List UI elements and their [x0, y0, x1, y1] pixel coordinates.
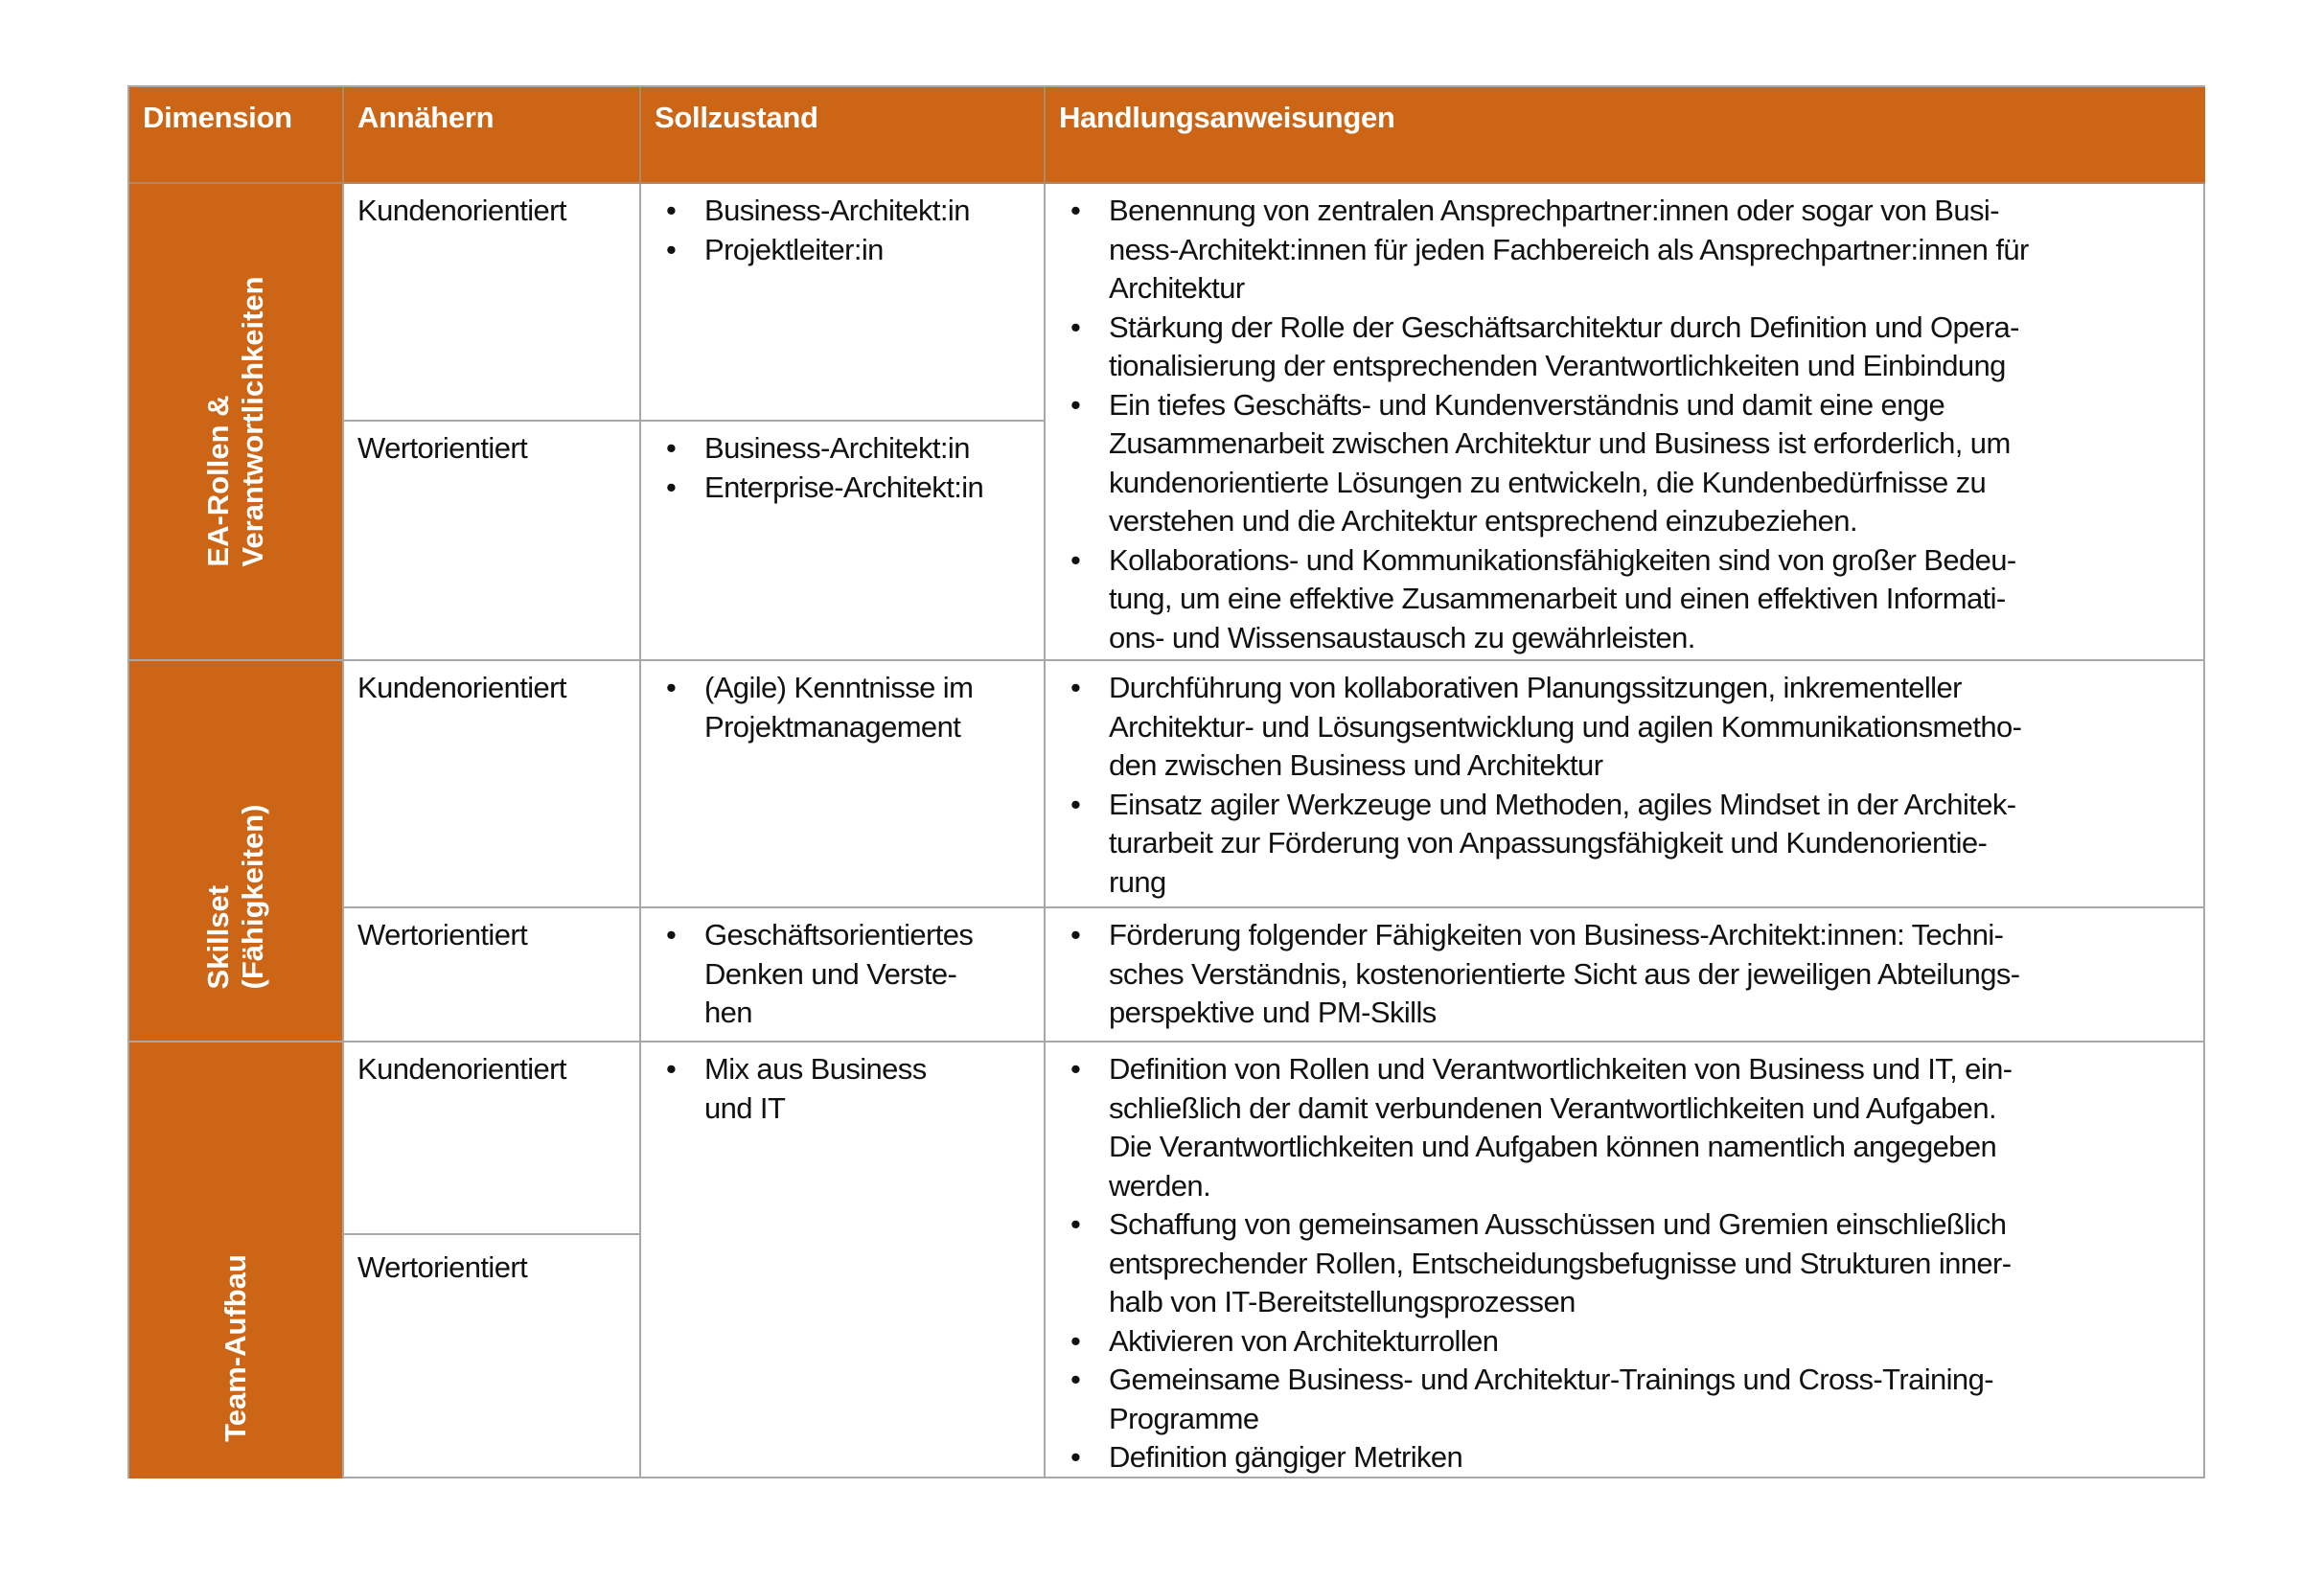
list-item-line: • Geschäftsorientiertes [704, 918, 974, 951]
list-item-line: ons- und Wissensaustausch zu gewährleisten. [1109, 620, 1695, 654]
dimension-label-line: Skillset [201, 884, 235, 989]
list-item-line: werden. [1109, 1168, 1211, 1203]
list-item-line: halb von IT-Bereitstellungsprozessen [1109, 1285, 1576, 1318]
sollzustand-cell [641, 908, 1046, 1043]
dimension-label-line: Verantwortlichkeiten [236, 276, 269, 567]
header-annaehern [344, 87, 641, 184]
list-item-line: • Durchführung von kollaborativen Planungssitzungen, inkrementeller [1109, 671, 1962, 704]
dimension-label-line: EA-Rollen & [201, 395, 235, 567]
list-item [655, 192, 1030, 231]
handlungsanweisungen-cell [1046, 184, 2205, 661]
list-item-line: Architektur- und Lösungsentwicklung und agilen Kommunikationsmetho- [1109, 709, 2022, 744]
list-item [1059, 786, 2192, 903]
annaehern-value: Kundenorientiert [357, 671, 566, 704]
list-item-line: turarbeit zur Förderung von Anpassungsfähigkeit und Kundenorientie- [1109, 826, 1988, 859]
annaehern-value: Wertorientiert [357, 918, 528, 951]
list-item-line: • Einsatz agiler Werkzeuge und Methoden, agiles Mindset in der Architek- [1109, 787, 2016, 821]
bullet-list [655, 916, 1030, 1033]
list-item [655, 669, 1030, 746]
header-annaehern-label: Annähern [357, 101, 495, 134]
list-item-text: • Enterprise-Architekt:in [704, 470, 984, 504]
list-item [655, 1050, 1030, 1128]
header-handlungsanweisungen [1046, 87, 2205, 184]
dimension-label-line: Team-Aufbau [219, 1253, 252, 1442]
dimension-label [201, 804, 270, 989]
handlungsanweisungen-cell [1046, 1043, 2205, 1478]
list-item-line: ness-Architekt:innen für jeden Fachbereich als Ansprechpartner:innen für [1109, 232, 2029, 266]
list-item [1059, 916, 2192, 1033]
list-item-line: hen [704, 996, 752, 1029]
list-item-line: • Ein tiefes Geschäfts- und Kundenverständnis und damit eine enge [1109, 387, 1945, 422]
list-item-line: • Schaffung von gemeinsamen Ausschüssen und Gremien einschließlich [1109, 1207, 2007, 1241]
dimension-cell-ea-rollen [129, 184, 344, 661]
list-item [1059, 669, 2192, 786]
header-handlungsanweisungen-label: Handlungsanweisungen [1059, 101, 1395, 134]
list-item-line: • (Agile) Kenntnisse im [704, 671, 974, 704]
list-item-line: • Förderung folgender Fähigkeiten von Business-Architekt:innen: Techni- [1109, 918, 2004, 951]
list-item-line: tung, um eine effektive Zusammenarbeit und einen effektiven Informati- [1109, 582, 2006, 615]
annaehern-cell [344, 422, 641, 661]
annaehern-cell [344, 661, 641, 908]
list-item-line: Die Verantwortlichkeiten und Aufgaben können namentlich angegeben [1109, 1130, 1997, 1163]
dimension-label-line: (Fähigkeiten) [236, 804, 269, 989]
list-item-line: Zusammenarbeit zwischen Architektur und Business ist erforderlich, um [1109, 426, 2011, 460]
list-item-text: • Projektleiter:in [704, 232, 884, 266]
list-item [1059, 1438, 2192, 1478]
list-item [1059, 1050, 2192, 1205]
header-dimension-label: Dimension [143, 101, 292, 134]
list-item-line: Projektmanagement [704, 709, 961, 744]
list-item-line: • Mix aus Business [704, 1052, 927, 1086]
list-item-line: • Definition von Rollen und Verantwortlichkeiten von Business und IT, ein- [1109, 1052, 2013, 1086]
dimension-label [201, 276, 270, 566]
list-item-line: tionalisierung der entsprechenden Verantwortlichkeiten und Einbindung [1109, 349, 2006, 382]
list-item [1059, 1205, 2192, 1322]
list-item-line: • Kollaborations- und Kommunikationsfähigkeiten sind von großer Bedeu- [1109, 542, 2016, 577]
list-item [655, 469, 1030, 508]
action-table [127, 85, 2205, 1478]
bullet-list [655, 669, 1030, 746]
list-item-line: • Benennung von zentralen Ansprechpartner:innen oder sogar von Busi- [1109, 194, 1999, 227]
list-item-line: sches Verständnis, kostenorientierte Sicht aus der jeweiligen Abteilungs- [1109, 956, 2020, 991]
list-item [1059, 309, 2192, 386]
annaehern-value: Kundenorientiert [357, 1052, 566, 1086]
list-item [655, 429, 1030, 469]
list-item-text: • Business-Architekt:in [704, 431, 970, 465]
list-item-line: • Aktivieren von Architekturrollen [1109, 1323, 1499, 1358]
list-item-line: Denken und Verste- [704, 956, 957, 991]
list-item-line: • Gemeinsame Business- und Architektur-Trainings und Cross-Training- [1109, 1363, 1993, 1396]
annaehern-value: Kundenorientiert [357, 194, 566, 227]
bullet-list [1059, 916, 2192, 1033]
list-item-line: perspektive und PM-Skills [1109, 996, 1437, 1029]
list-item [1059, 192, 2192, 309]
annaehern-cell [344, 1235, 641, 1478]
list-item-line: Programme [1109, 1401, 1259, 1435]
handlungsanweisungen-cell [1046, 908, 2205, 1043]
dimension-label [219, 1254, 253, 1442]
annaehern-cell [344, 908, 641, 1043]
annaehern-cell [344, 1043, 641, 1235]
list-item-line: entsprechender Rollen, Entscheidungsbefugnisse und Strukturen inner- [1109, 1246, 2012, 1280]
annaehern-value: Wertorientiert [357, 1250, 528, 1284]
list-item [655, 916, 1030, 1033]
list-item-line: • Stärkung der Rolle der Geschäftsarchitektur durch Definition und Opera- [1109, 309, 2019, 344]
annaehern-value: Wertorientiert [357, 431, 528, 465]
list-item [1059, 541, 2192, 658]
list-item-line: den zwischen Business und Architektur [1109, 748, 1603, 782]
sollzustand-cell [641, 661, 1046, 908]
list-item [1059, 1322, 2192, 1362]
sollzustand-cell [641, 422, 1046, 661]
list-item [1059, 1361, 2192, 1438]
sollzustand-cell [641, 1043, 1046, 1478]
list-item-line: Architektur [1109, 271, 1245, 305]
list-item-line: verstehen und die Architektur entsprechend einzubeziehen. [1109, 504, 1857, 538]
bullet-list [655, 429, 1030, 507]
bullet-list [655, 192, 1030, 269]
list-item [1059, 386, 2192, 541]
header-sollzustand-label: Sollzustand [655, 101, 818, 134]
list-item [655, 231, 1030, 270]
sollzustand-cell [641, 184, 1046, 422]
bullet-list [655, 1050, 1030, 1128]
handlungsanweisungen-cell [1046, 661, 2205, 908]
bullet-list [1059, 669, 2192, 902]
list-item-line: und IT [704, 1090, 786, 1125]
list-item-line: kundenorientierte Lösungen zu entwickeln, die Kundenbedürfnisse zu [1109, 465, 1987, 499]
list-item-line: rung [1109, 864, 1166, 899]
header-dimension [129, 87, 344, 184]
dimension-cell-team-aufbau [129, 1043, 344, 1478]
dimension-cell-skillset [129, 661, 344, 1043]
annaehern-cell [344, 184, 641, 422]
bullet-list [1059, 192, 2192, 657]
list-item-line: schließlich der damit verbundenen Verantwortlichkeiten und Aufgaben. [1109, 1090, 1996, 1125]
list-item-line: • Definition gängiger Metriken [1109, 1440, 1463, 1474]
header-sollzustand [641, 87, 1046, 184]
list-item-text: • Business-Architekt:in [704, 194, 970, 227]
bullet-list [1059, 1050, 2192, 1478]
